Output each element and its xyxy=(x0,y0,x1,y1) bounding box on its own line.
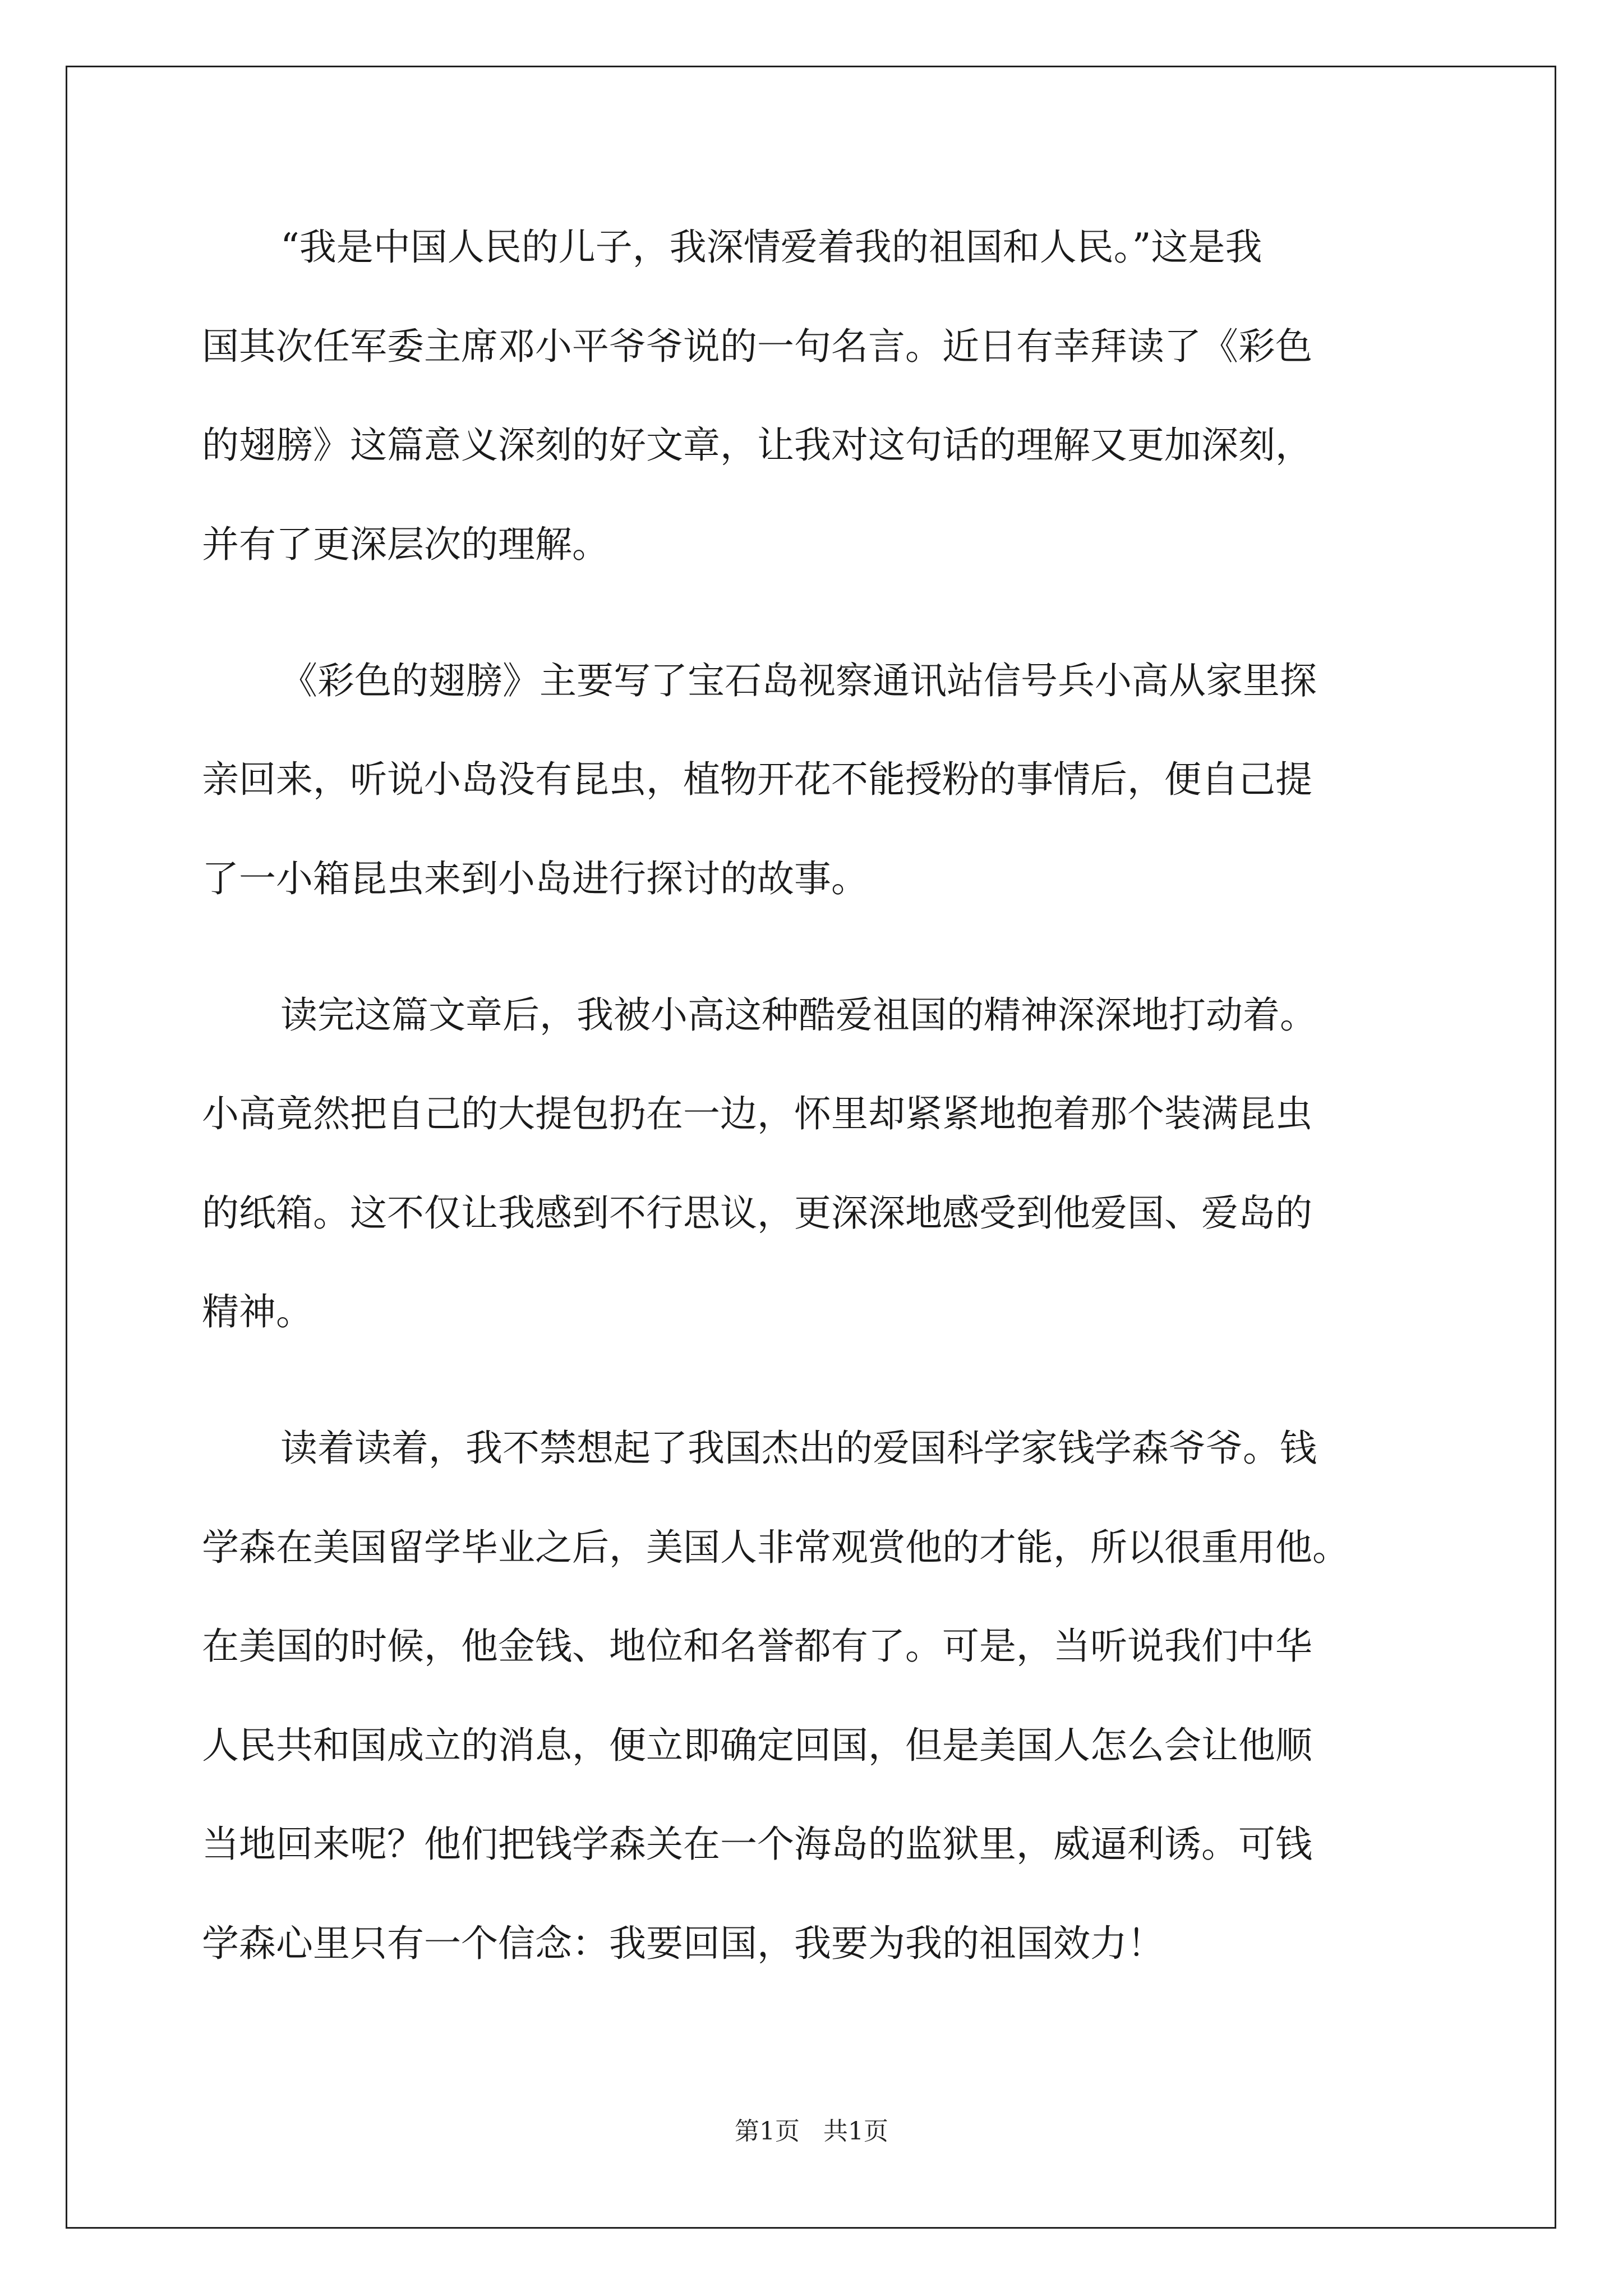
text-line: 《彩色的翅膀》主要写了宝石岛视察通讯站信号兵小高从家里探 xyxy=(280,659,1317,702)
text-line: 学森在美国留学毕业之后，美国人非常观赏他的才能，所以很重用他。 xyxy=(202,1526,1349,1569)
text-line: 当地回来呢？他们把钱学森关在一个海岛的监狱里，威逼利诱。可钱 xyxy=(202,1823,1312,1866)
text-line: 并有了更深层次的理解。 xyxy=(202,523,609,566)
text-line: 读完这篇文章后，我被小高这种酷爱祖国的精神深深地打动着。 xyxy=(280,993,1317,1037)
text-line: 国其次任军委主席邓小平爷爷说的一句名言。近日有幸拜读了《彩色 xyxy=(202,325,1312,368)
text-line: 亲回来，听说小岛没有昆虫，植物开花不能授粉的事情后，便自己提 xyxy=(202,758,1312,801)
text-line: “我是中国人民的儿子，我深情爱着我的祖国和人民。”这是我 xyxy=(280,226,1262,269)
page-number-current: 第1页 xyxy=(735,2117,800,2146)
page-number-total: 共1页 xyxy=(823,2117,888,2146)
page-border xyxy=(66,66,1556,2229)
text-line: 精神。 xyxy=(202,1290,313,1333)
text-line: 学森心里只有一个信念：我要回国，我要为我的祖国效力！ xyxy=(202,1922,1164,1965)
text-line: 在美国的时候，他金钱、地位和名誉都有了。可是，当听说我们中华 xyxy=(202,1625,1312,1668)
text-line: 人民共和国成立的消息，便立即确定回国，但是美国人怎么会让他顺 xyxy=(202,1724,1312,1767)
text-line: 读着读着，我不禁想起了我国杰出的爱国科学家钱学森爷爷。钱 xyxy=(280,1427,1317,1470)
text-line: 的翅膀》这篇意义深刻的好文章，让我对这句话的理解又更加深刻， xyxy=(202,424,1312,467)
page-footer xyxy=(0,2115,1623,2148)
text-line: 了一小箱昆虫来到小岛进行探讨的故事。 xyxy=(202,857,868,900)
text-line: 的纸箱。这不仅让我感到不行思议，更深深地感受到他爱国、爱岛的 xyxy=(202,1191,1312,1235)
text-line: 小高竟然把自己的大提包扔在一边，怀里却紧紧地抱着那个装满昆虫 xyxy=(202,1092,1312,1135)
